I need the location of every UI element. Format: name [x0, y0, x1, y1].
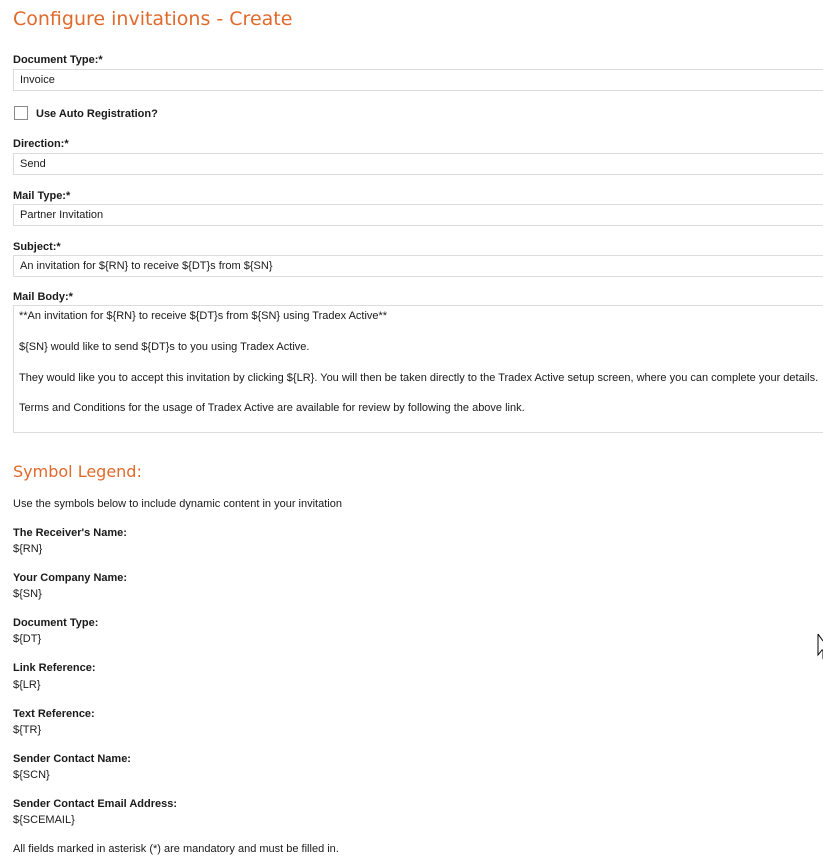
legend-item-label: Your Company Name:	[13, 572, 128, 584]
page-title: Configure invitations - Create	[13, 8, 293, 30]
auto-registration-checkbox[interactable]	[14, 106, 28, 120]
legend-item-label: Link Reference:	[13, 662, 96, 674]
legend-item-label: Text Reference:	[13, 708, 95, 720]
legend-item-label: Document Type:	[13, 617, 99, 629]
legend-item-symbol: ${DT}	[13, 633, 42, 645]
legend-item-label: Sender Contact Email Address:	[13, 798, 178, 810]
legend-item-symbol: ${TR}	[13, 724, 42, 736]
mail-type-label: Mail Type:*	[13, 190, 71, 202]
document-type-value: Invoice	[20, 74, 55, 86]
legend-item-symbol: ${SCN}	[13, 769, 50, 781]
mail-body-label: Mail Body:*	[13, 291, 73, 303]
symbol-legend-title: Symbol Legend:	[13, 462, 142, 481]
subject-input[interactable]	[13, 255, 823, 277]
mail-body-line: **An invitation for ${RN} to receive ${DT}s from ${SN} using Tradex Active**	[19, 310, 388, 322]
subject-value: An invitation for ${RN} to receive ${DT}s from ${SN}	[20, 260, 273, 272]
document-type-select[interactable]	[13, 69, 823, 91]
mail-body-textarea[interactable]	[13, 305, 823, 433]
legend-item-label: The Receiver's Name:	[13, 527, 127, 539]
legend-item-label: Sender Contact Name:	[13, 753, 131, 765]
direction-select[interactable]	[13, 153, 823, 175]
direction-value: Send	[20, 158, 46, 170]
mail-body-line: Terms and Conditions for the usage of Tradex Active are available for review by following the above link.	[19, 402, 525, 414]
mail-type-select[interactable]	[13, 204, 823, 226]
direction-label: Direction:*	[13, 138, 69, 150]
auto-registration-label: Use Auto Registration?	[36, 108, 158, 120]
legend-item-symbol: ${RN}	[13, 543, 43, 555]
mandatory-footnote: All fields marked in asterisk (*) are mandatory and must be filled in.	[13, 843, 339, 855]
legend-item-symbol: ${SN}	[13, 588, 42, 600]
mail-body-line: ${SN} would like to send ${DT}s to you using Tradex Active.	[19, 341, 310, 353]
mail-body-line: They would like you to accept this invitation by clicking ${LR}. You will then be taken directly to the Tradex Active setup screen, where you can complete your details.	[19, 372, 819, 384]
document-type-label: Document Type:*	[13, 54, 103, 66]
legend-intro: Use the symbols below to include dynamic content in your invitation	[13, 498, 342, 510]
mail-type-value: Partner Invitation	[20, 209, 104, 221]
mouse-pointer-icon	[814, 633, 823, 659]
legend-item-symbol: ${SCEMAIL}	[13, 814, 75, 826]
subject-label: Subject:*	[13, 241, 61, 253]
legend-item-symbol: ${LR}	[13, 679, 41, 691]
